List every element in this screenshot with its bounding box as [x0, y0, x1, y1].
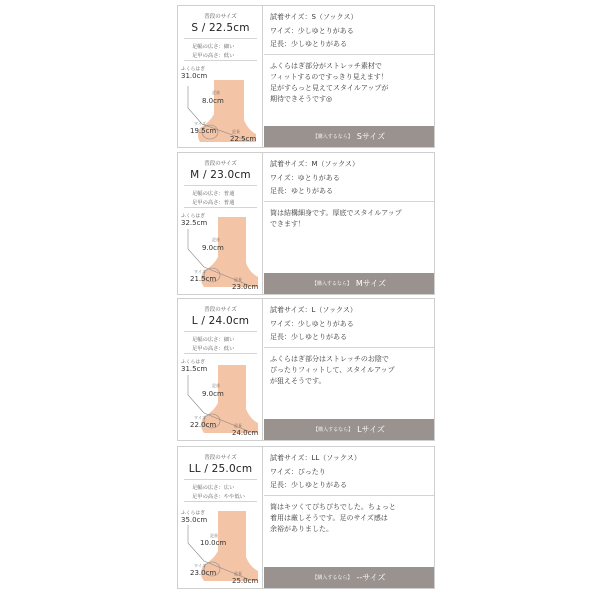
review-comment: 筒は結構細身です。厚底でスタイルアップ できます！	[270, 209, 402, 228]
usual-size-label: 普段のサイズ	[204, 455, 237, 461]
divider	[184, 479, 257, 480]
wise-value: 23.0cm	[190, 569, 217, 577]
divider	[184, 185, 257, 186]
ankle-label: 足首	[212, 90, 220, 95]
length-label: 足長	[232, 129, 240, 134]
measurement-panel	[178, 299, 263, 440]
buy-size-button[interactable]: 【購入するなら】 Lサイズ	[264, 419, 434, 440]
review-comment: 筒はキツくてぴちぴちでした。ちょっと 着用は厳しそうです。足のサイズ感は 余裕がありました。	[270, 503, 396, 533]
wise-value: 21.5cm	[190, 275, 217, 283]
length-value: 23.0cm	[232, 283, 259, 291]
trial-wise: ワイズ：ぴったり	[270, 468, 326, 476]
trial-wise: ワイズ：少しゆとりがある	[270, 320, 354, 328]
review-comment: ふくらはぎ部分はストレッチのお陰で ぴったりフィットして、スタイルアップ が狙えそうです。	[270, 355, 395, 385]
divider	[264, 347, 434, 348]
size-card-ll	[177, 446, 435, 589]
calf-label: ふくらはぎ	[181, 511, 205, 516]
review-panel	[264, 6, 434, 147]
size-card-l	[177, 298, 435, 441]
length-value: 22.5cm	[230, 135, 257, 143]
calf-value: 32.5cm	[181, 219, 208, 227]
trial-size: 試着サイズ：S（ソックス）	[270, 13, 358, 21]
divider	[264, 201, 434, 202]
divider	[184, 38, 257, 39]
divider	[264, 54, 434, 55]
foot-width-label: 足幅の広さ：普通	[192, 191, 235, 197]
divider	[184, 60, 257, 61]
trial-wise: ワイズ：ゆとりがある	[270, 174, 340, 182]
trial-wise: ワイズ：少しゆとりがある	[270, 27, 354, 35]
wise-label: ワイズ	[194, 121, 206, 126]
size-card-m	[177, 152, 435, 295]
wise-label: ワイズ	[194, 563, 206, 568]
divider	[184, 207, 257, 208]
length-value: 24.0cm	[232, 429, 259, 437]
ankle-value: 8.0cm	[202, 97, 224, 105]
size-card-s	[177, 5, 435, 148]
foot-width-label: 足幅の広さ：細い	[192, 337, 235, 343]
ankle-value: 9.0cm	[202, 244, 224, 252]
length-label: 足長	[234, 423, 242, 428]
divider	[184, 331, 257, 332]
calf-label: ふくらはぎ	[181, 214, 205, 219]
calf-label: ふくらはぎ	[181, 360, 205, 365]
length-label: 足長	[234, 277, 242, 282]
usual-size-label: 普段のサイズ	[204, 14, 237, 20]
usual-size-label: 普段のサイズ	[204, 161, 237, 167]
ankle-value: 10.0cm	[200, 539, 227, 547]
ankle-value: 9.0cm	[202, 390, 224, 398]
usual-size-value: LL / 25.0cm	[188, 463, 253, 475]
usual-size-value: M / 23.0cm	[190, 169, 251, 181]
divider	[184, 353, 257, 354]
wise-label: ワイズ	[194, 269, 206, 274]
trial-size: 試着サイズ：LL（ソックス）	[270, 454, 361, 462]
buy-size-button[interactable]: 【購入するなら】 Sサイズ	[264, 126, 434, 147]
length-value: 25.0cm	[232, 577, 259, 585]
trial-length: 足長：ゆとりがある	[270, 187, 333, 195]
instep-height-label: 足甲の高さ：普通	[192, 200, 235, 206]
instep-height-label: 足甲の高さ：低い	[192, 53, 235, 59]
ankle-label: 足首	[212, 237, 220, 242]
trial-length: 足長：少しゆとりがある	[270, 40, 347, 48]
review-panel	[264, 447, 434, 588]
foot-diagram	[186, 78, 262, 158]
review-panel	[264, 299, 434, 440]
foot-width-label: 足幅の広さ：広い	[192, 485, 235, 491]
buy-size-button[interactable]: 【購入するなら】 Mサイズ	[264, 273, 434, 294]
instep-height-label: 足甲の高さ：やや低い	[192, 494, 245, 500]
length-label: 足長	[234, 571, 242, 576]
calf-value: 35.0cm	[181, 516, 208, 524]
buy-size-button[interactable]: 【購入するなら】 --サイズ	[264, 567, 434, 588]
usual-size-value: L / 24.0cm	[191, 315, 250, 327]
usual-size-label: 普段のサイズ	[204, 307, 237, 313]
ankle-label: 足首	[210, 533, 218, 538]
trial-length: 足長：少しゆとりがある	[270, 481, 347, 489]
review-panel	[264, 153, 434, 294]
trial-size: 試着サイズ：L（ソックス）	[270, 306, 357, 314]
ankle-label: 足首	[212, 383, 220, 388]
calf-label: ふくらはぎ	[181, 67, 205, 72]
wise-label: ワイズ	[194, 415, 206, 420]
measurement-panel	[178, 447, 263, 588]
divider	[184, 501, 257, 502]
measurement-panel	[178, 153, 263, 294]
foot-width-label: 足幅の広さ：細い	[192, 44, 235, 50]
instep-height-label: 足甲の高さ：低い	[192, 346, 235, 352]
trial-length: 足長：少しゆとりがある	[270, 333, 347, 341]
measurement-panel	[178, 6, 263, 147]
calf-value: 31.0cm	[181, 72, 208, 80]
usual-size-value: S / 22.5cm	[191, 22, 250, 34]
wise-value: 19.5cm	[190, 127, 217, 135]
divider	[264, 495, 434, 496]
review-comment: ふくらはぎ部分がストレッチ素材で フィットするのですっきり見えます！ 足がすらっと見えてスタイルアップが 期待できそうです◎	[270, 62, 389, 103]
trial-size: 試着サイズ：M（ソックス）	[270, 160, 360, 168]
wise-value: 22.0cm	[190, 421, 217, 429]
calf-value: 31.5cm	[181, 365, 208, 373]
